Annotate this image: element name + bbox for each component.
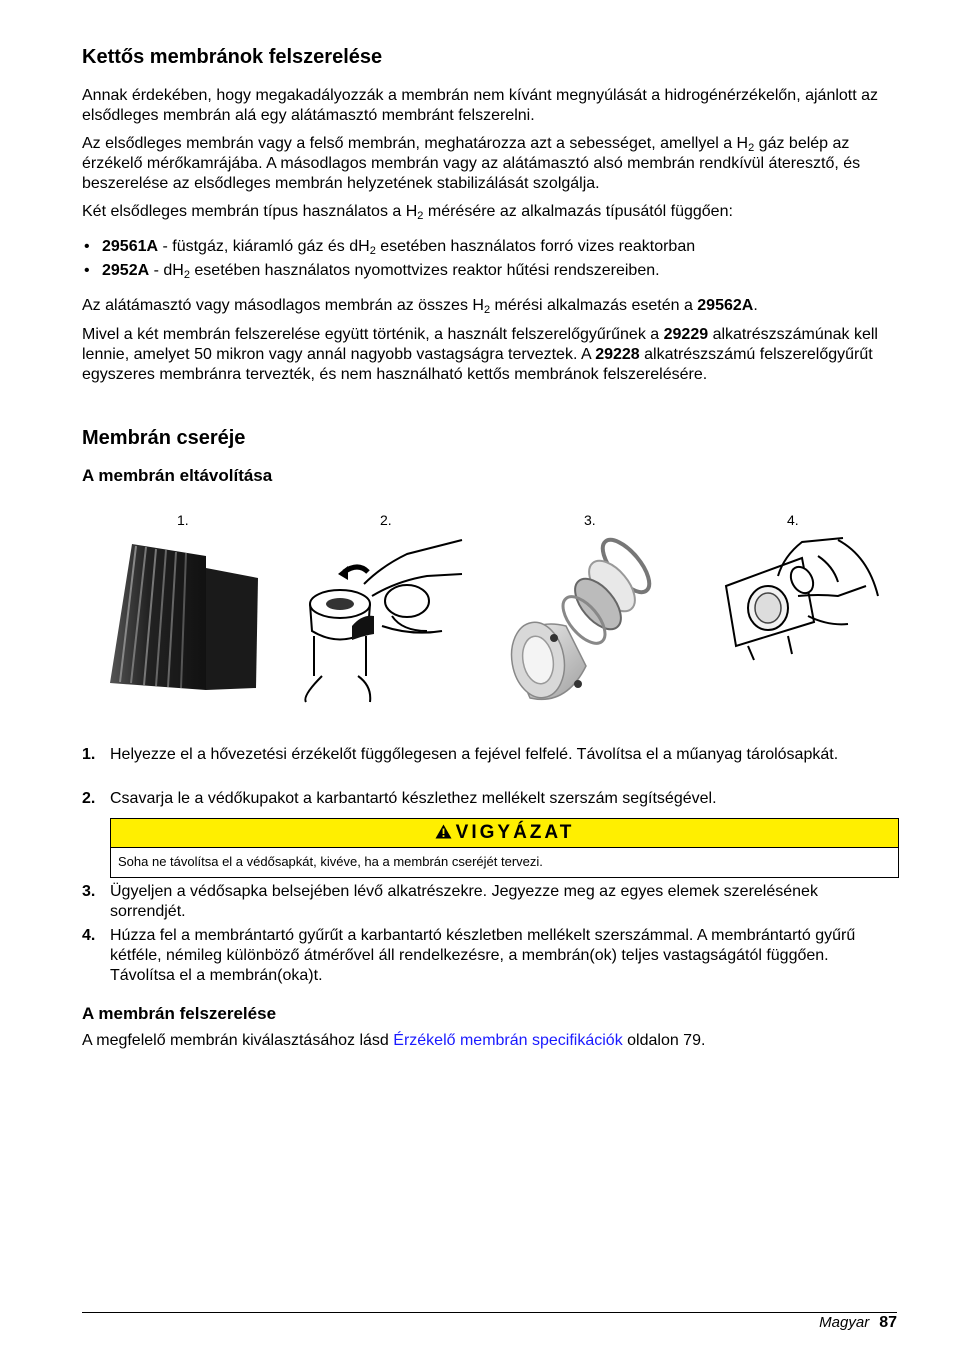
footer-language: Magyar xyxy=(819,1314,870,1331)
figure-number-2: 2. xyxy=(380,512,392,528)
caution-label: VIGYÁZAT xyxy=(455,822,575,843)
subsection-title-removal: A membrán eltávolítása xyxy=(82,466,273,485)
figure-number-1: 1. xyxy=(177,512,189,528)
caution-text: Soha ne távolítsa el a védősapkát, kivéve, ha a membrán cseréjét tervezi. xyxy=(118,854,543,869)
paragraph-intro: Annak érdekében, hogy megakadályozzák a membrán nem kívánt megnyúlását a hidrogénérzékelőn, ajánlott az elsődleges membrán alá egy alátámasztó membránt felszerelni. xyxy=(82,87,879,124)
section-title-dual-membranes: Kettős membránok felszerelése xyxy=(82,46,383,68)
caution-header xyxy=(111,819,898,848)
paragraph-membrane-types: Két elsődleges membrán típus használatos a $H_2$ mérésére az alkalmazás típusától függően: xyxy=(82,203,733,222)
figure-number-4: 4. xyxy=(787,512,799,528)
paragraph-mounting-ring: Mivel a két membrán felszerelése együtt történik, a használt felszerelőgyűrűnek a 29229 alkatrészszámúnak kell lennie, amelyet 50 mikron vagy annál nagyobb vastagságra terveztek. A 29228 alkatrészszámú felszerelőgyűrűt egyszeres membránra tervezték, és nem használható kettős membránok felszerelésére. xyxy=(82,326,878,383)
paragraph-primary-membrane: Az elsődleges membrán vagy a felső membrán, meghatározza azt a sebességet, amellyel a $H_2$ gáz belép az érzékelő mérőkamrájába. A másodlagos membrán vagy az alátámasztó alsó membrán rendkívül áteresztő, és beszerelése az elsődleges membrán helyzetének stabilizálását szolgálja. xyxy=(82,135,861,192)
bullet-icon: • xyxy=(84,238,90,255)
footer-divider xyxy=(82,1312,897,1313)
page-number: 87 xyxy=(879,1314,897,1331)
membrane-ring-tool-illustration xyxy=(718,536,883,666)
page-footer xyxy=(819,1313,897,1333)
paragraph-install: A megfelelő membrán kiválasztásához lásd Érzékelő membrán specifikációk oldalon 79. xyxy=(82,1032,706,1049)
subsection-title-install: A membrán felszerelése xyxy=(82,1004,277,1023)
unscrew-cap-illustration xyxy=(302,536,467,704)
membrane-specs-link[interactable]: Érzékelő membrán specifikációk xyxy=(393,1032,623,1049)
bullet-icon: • xyxy=(84,262,90,279)
figure-number-3: 3. xyxy=(584,512,596,528)
cap-components-illustration xyxy=(506,536,666,708)
caution-box xyxy=(110,818,899,878)
section-title-membrane-replacement: Membrán cseréje xyxy=(82,427,246,449)
paragraph-support-membrane: Az alátámasztó vagy másodlagos membrán az összes $H_2$ mérési alkalmazás esetén a 29562A. xyxy=(82,297,758,316)
warning-icon xyxy=(435,824,452,839)
sensor-head-illustration xyxy=(106,538,266,700)
